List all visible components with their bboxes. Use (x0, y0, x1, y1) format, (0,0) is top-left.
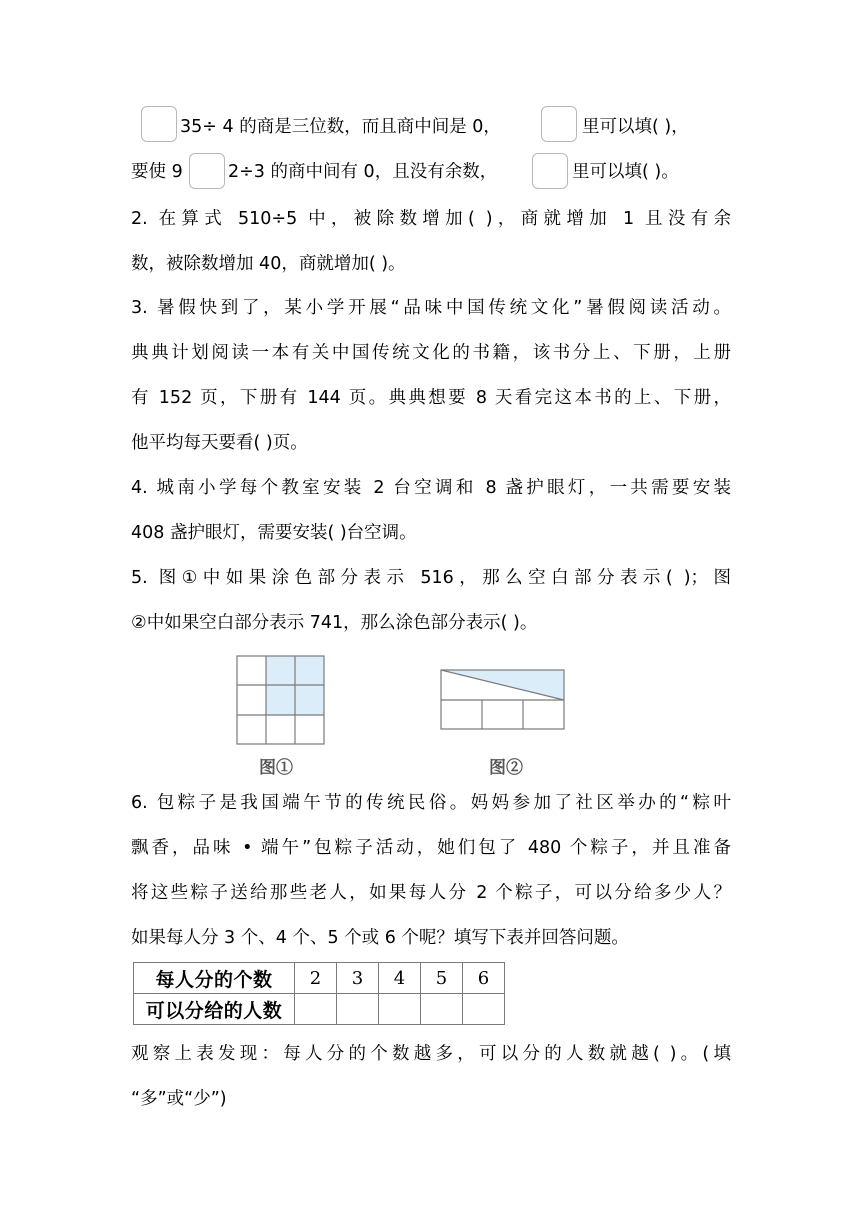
table-answer-cell[interactable] (337, 994, 379, 1025)
q1-line2-text-b: 2÷3 的商中间有 0，且没有余数， (228, 162, 498, 182)
answer-box[interactable] (189, 153, 225, 189)
table-row (134, 994, 505, 1025)
table-header-per-person: 每人分的个数 (134, 963, 295, 994)
table-row (134, 963, 505, 994)
q3-line1: 3. 暑假快到了，某小学开展“品味中国传统文化”暑假阅读活动。 (131, 298, 731, 318)
figure-1-grid (236, 655, 326, 746)
table-cell: 4 (379, 963, 421, 994)
q6-line5: 观察上表发现：每人分的个数越多，可以分的人数就越( )。(填 (131, 1044, 731, 1064)
table-cell: 2 (295, 963, 337, 994)
table-header-people-count: 可以分给的人数 (134, 994, 295, 1025)
q1-line1-text-b: 里可以填( )， (582, 117, 689, 137)
q3-line3: 有 152 页，下册有 144 页。典典想要 8 天看完这本书的上、下册， (131, 388, 731, 408)
table-answer-cell[interactable] (295, 994, 337, 1025)
q3-line4: 他平均每天要看( )页。 (131, 433, 308, 453)
table-cell: 6 (463, 963, 505, 994)
q1-line2-text-a: 要使 9 (131, 162, 183, 182)
answer-box[interactable] (141, 106, 177, 142)
q6-line6: “多”或“少”) (131, 1089, 227, 1109)
q3-line2: 典典计划阅读一本有关中国传统文化的书籍，该书分上、下册，上册 (131, 343, 731, 363)
answer-box[interactable] (541, 106, 577, 142)
figure-1-caption: 图① (259, 758, 293, 778)
q2-line2: 数，被除数增加 40，商就增加( )。 (131, 254, 406, 274)
table-answer-cell[interactable] (421, 994, 463, 1025)
q4-line2: 408 盏护眼灯，需要安装( )台空调。 (131, 523, 417, 543)
answer-box[interactable] (532, 153, 568, 189)
table-cell: 5 (421, 963, 463, 994)
table-answer-cell[interactable] (379, 994, 421, 1025)
q6-line1: 6. 包粽子是我国端午节的传统民俗。妈妈参加了社区举办的“粽叶 (131, 793, 731, 813)
q6-line2: 飘香，品味 • 端午”包粽子活动，她们包了 480 个粽子，并且准备 (131, 838, 731, 858)
q6-line3: 将这些粽子送给那些老人，如果每人分 2 个粽子，可以分给多少人？ (131, 883, 731, 903)
q6-line4: 如果每人分 3 个、4 个、5 个或 6 个呢？填写下表并回答问题。 (131, 928, 629, 948)
q5-line2: ②中如果空白部分表示 741，那么涂色部分表示( )。 (131, 613, 538, 633)
q4-line1: 4. 城南小学每个教室安装 2 台空调和 8 盏护眼灯，一共需要安装 (131, 478, 731, 498)
q1-line2-text-c: 里可以填( )。 (572, 162, 679, 182)
distribution-table (133, 962, 505, 1025)
q1-line1-text-a: 35÷ 4 的商是三位数，而且商中间是 0， (180, 117, 501, 137)
table-cell: 3 (337, 963, 379, 994)
figure-2-caption: 图② (489, 758, 523, 778)
table-answer-cell[interactable] (463, 994, 505, 1025)
figure-2-diagram (440, 669, 566, 731)
q2-line1: 2. 在算式 510÷5 中，被除数增加( )，商就增加 1 且没有余 (131, 209, 731, 229)
q5-line1: 5. 图①中如果涂色部分表示 516，那么空白部分表示( )；图 (131, 568, 731, 588)
